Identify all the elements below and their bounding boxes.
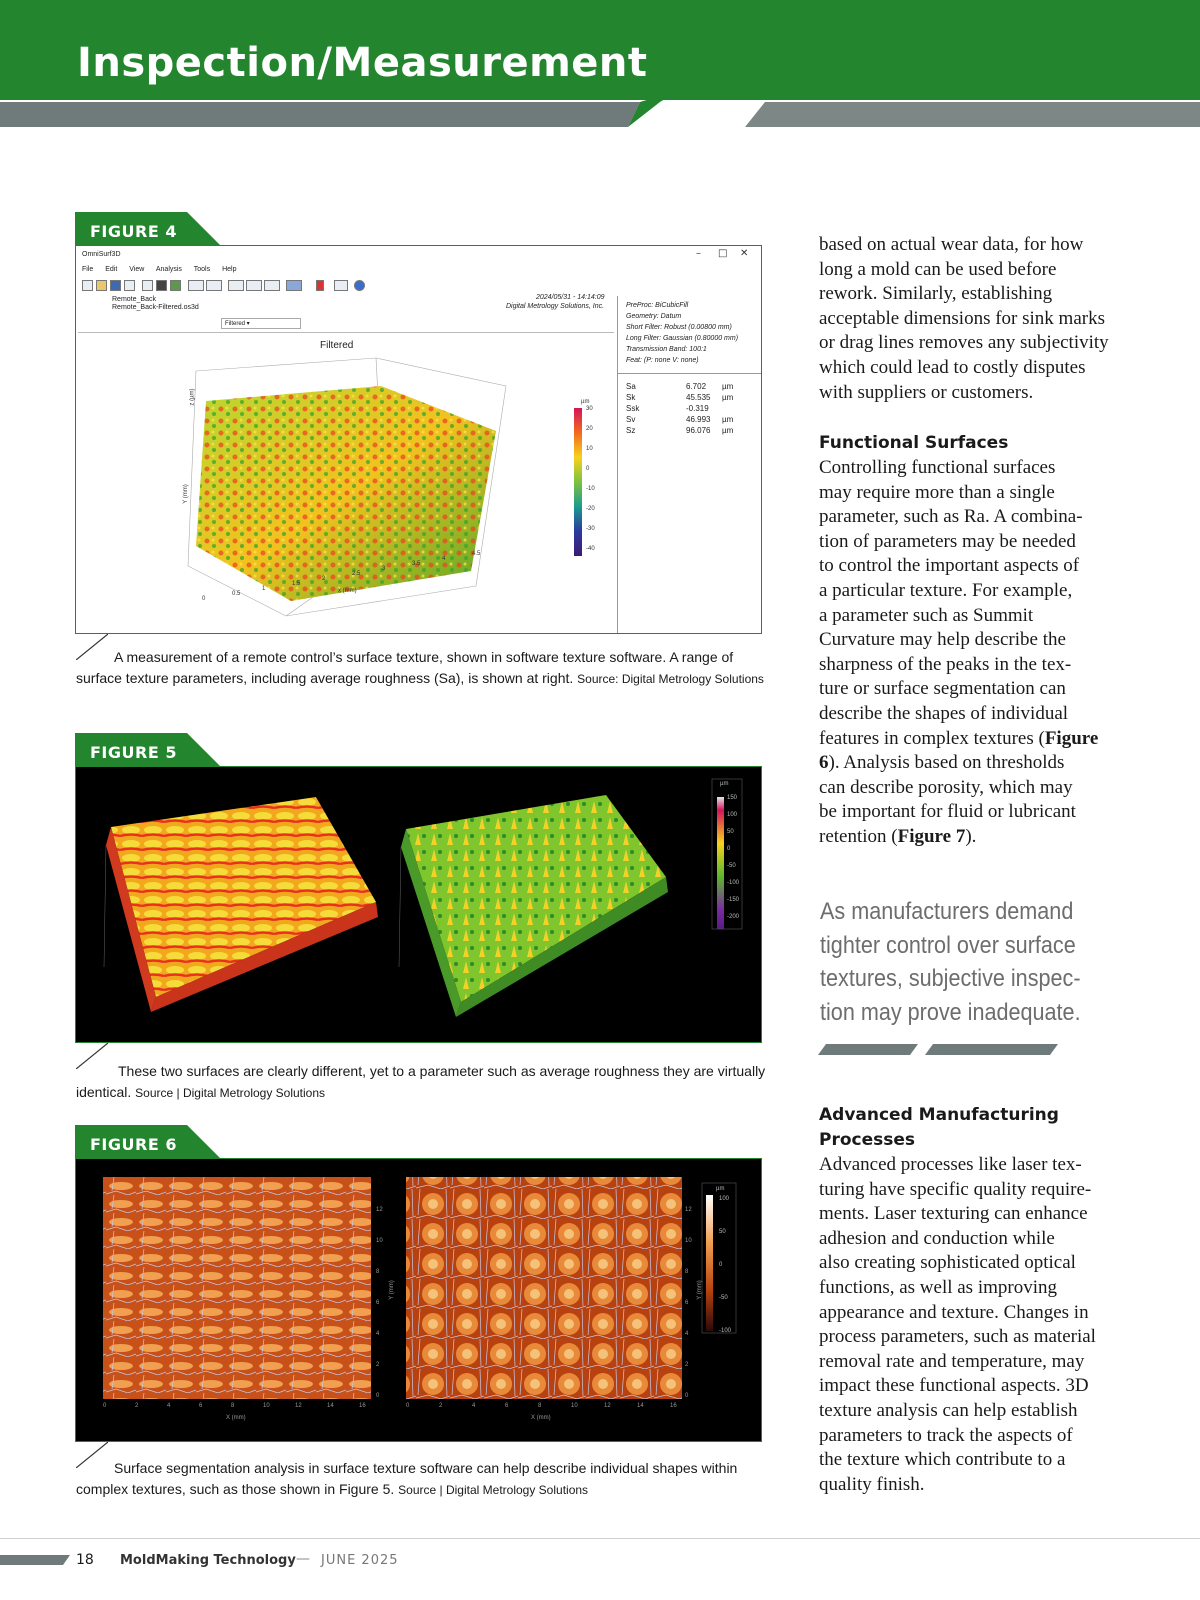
new-file-icon[interactable]: [82, 280, 93, 291]
colorbar-tick: -20: [586, 506, 595, 512]
para2-line: tion of parameters may be needed: [819, 530, 1076, 552]
surface-3d-plot: [176, 346, 516, 626]
figure7-reference: Figure 7: [897, 825, 966, 847]
para1-line: which could lead to costly disputes: [819, 356, 1086, 378]
footer-rule: [0, 1538, 1200, 1539]
figure5-colorbar-tick: 50: [727, 829, 734, 835]
refresh-icon[interactable]: [170, 280, 181, 291]
para3-line: also creating sophisticated optical: [819, 1252, 1076, 1274]
figure6-caption-text: Surface segmentation analysis in surface texture software can help describe individual shapes within complex textures, such as those shown in Figure 5.: [76, 1460, 738, 1497]
segmentation-map-a: [103, 1177, 371, 1399]
para2-line: describe the shapes of individual: [819, 702, 1069, 724]
file-name-filtered: Remote_Back-Filtered.os3d: [112, 304, 199, 311]
figure6-x-label-a: X (mm): [226, 1415, 246, 1421]
figure6-frame: [75, 1158, 762, 1442]
surface-peaks: [196, 386, 496, 601]
figure6-y-tick-b: 10: [685, 1238, 692, 1244]
pull-quote-line: textures, subjective inspec-: [820, 965, 1081, 992]
figure5-colorbar-tick: -200: [727, 914, 740, 920]
parameter-value: 96.076: [686, 426, 711, 435]
figure6-segmentation: [76, 1159, 762, 1442]
header-stripes: [0, 90, 1200, 130]
figure6-x-tick-b: 6: [505, 1403, 509, 1409]
pull-quote: [820, 895, 1081, 1029]
para3-line: removal rate and temperature, may: [819, 1350, 1085, 1372]
para1-line: long a mold can be used before: [819, 258, 1057, 280]
figure6-y-label-a: Y (mm): [388, 1280, 395, 1300]
colorbar: [574, 408, 582, 556]
para2-line: Curvature may help describe the: [819, 629, 1066, 651]
figure5-colorbar-tick: -100: [727, 880, 740, 886]
colorbar-tick: 20: [586, 426, 593, 432]
figure6-y-tick-b: 8: [685, 1269, 689, 1275]
menu-bar: [82, 266, 246, 273]
figure6-y-tick-a: 4: [376, 1331, 380, 1337]
timestamp: 2024/05/31 - 14:14:09: [536, 294, 605, 301]
para1-line: with suppliers or customers.: [819, 381, 1034, 403]
figure6-y-tick-b: 6: [685, 1300, 689, 1306]
header-stripe-gray-left: [0, 102, 640, 127]
save-icon[interactable]: [110, 280, 121, 291]
para3-line: process parameters, such as material: [819, 1326, 1096, 1348]
section-title: Inspection/Measurement: [77, 40, 648, 86]
figure5-colorbar-tick: 150: [727, 795, 738, 801]
figure6-y-label-b: Y (mm): [696, 1280, 703, 1300]
figure6-x-tick-b: 10: [571, 1403, 578, 1409]
heading-advanced-manufacturing: [819, 1103, 1059, 1152]
segmentation-map-b: [406, 1177, 682, 1399]
publication-name: MoldMaking Technology: [120, 1553, 296, 1568]
figure6-y-tick-a: 8: [376, 1269, 380, 1275]
parameter-name: Sa: [626, 382, 636, 391]
app-title: OmniSurf3D: [82, 251, 121, 258]
parameter-value: 45.535: [686, 393, 711, 402]
figure6-x-tick-b: 4: [472, 1403, 476, 1409]
figure6-reference-word: Figure: [1044, 727, 1099, 749]
para2-tail-0: ). Analysis based on thresholds: [828, 752, 1065, 774]
colorbar-tick: -40: [586, 546, 595, 552]
parameter-value: 6.702: [686, 382, 707, 391]
figure5-caption-text: These two surfaces are clearly different, yet to a parameter such as average roughness they are virtually identical.: [76, 1063, 766, 1100]
window-titlebar: [76, 246, 761, 264]
para2-figure6-line: [819, 751, 1119, 776]
preproc-line: Short Filter: Robust (0.00800 mm): [626, 324, 732, 331]
pull-quote-line: tighter control over surface: [820, 931, 1076, 959]
colorbar-tick: 0: [586, 466, 590, 472]
x-tick-label: 2: [322, 576, 326, 582]
measure-icon[interactable]: [286, 280, 302, 291]
figure6-y-tick-a: 2: [376, 1362, 380, 1368]
para3-line: ments. Laser texturing can enhance: [819, 1203, 1088, 1225]
figure6-x-tick-a: 10: [263, 1403, 270, 1409]
colorbar-unit: µm: [581, 399, 590, 405]
figure6-colorbar-tick: -100: [719, 1328, 732, 1334]
maximize-icon[interactable]: □: [718, 248, 728, 259]
figure5-surfaces: [76, 767, 762, 1043]
colorbar-tick: -30: [586, 526, 595, 532]
para3-line: impact these functional aspects. 3D: [819, 1375, 1089, 1397]
parameter-panel: [617, 296, 762, 634]
figure6-x-tick-a: 4: [167, 1403, 171, 1409]
para3-line: Advanced processes like laser tex-: [819, 1154, 1082, 1175]
x-axis-label: x (mm): [338, 588, 357, 594]
para2-line: parameter, such as Ra. A combina-: [819, 506, 1083, 528]
article-paragraph-3: [819, 1153, 1119, 1497]
figure5-colorbar-unit: µm: [720, 781, 729, 787]
parameter-name: Ssk: [626, 404, 640, 413]
x-tick-label: 0: [202, 596, 206, 602]
page-number: 18: [76, 1552, 94, 1568]
colorbar-tick: 10: [586, 446, 593, 452]
figure6-x-label-b: X (mm): [531, 1415, 551, 1421]
help-icon[interactable]: [354, 280, 365, 291]
figure6-y-tick-a: 12: [376, 1207, 383, 1213]
para2-figure6-start-line: [819, 727, 1119, 752]
para2-tail-3: retention (: [819, 825, 898, 847]
figure6-colorbar-tick: -50: [719, 1295, 728, 1301]
figure6-y-tick-b: 0: [685, 1393, 689, 1399]
minimize-icon[interactable]: –: [696, 248, 701, 259]
pull-quote-line: tion may prove inadequate.: [820, 998, 1081, 1026]
figure4-caption: [76, 647, 766, 690]
para2-line: may require more than a single: [819, 481, 1055, 503]
figure6-colorbar-tick: 100: [719, 1196, 730, 1202]
para2-figure7-line: [819, 825, 1119, 850]
para2-line: ture or surface segmentation can: [819, 678, 1066, 700]
filter-dropdown-value: Filtered: [225, 321, 246, 327]
para2-line: to control the important aspects of: [819, 555, 1080, 577]
para3-line: turing have specific quality require-: [819, 1178, 1092, 1200]
figure5-colorbar-tick: -50: [727, 863, 736, 869]
parameter-unit: µm: [722, 426, 734, 435]
para1-line: based on actual wear data, for how: [819, 234, 1084, 255]
figure5-colorbar-tick: 0: [727, 846, 731, 852]
figure6-y-tick-a: 6: [376, 1300, 380, 1306]
figure6-x-tick-b: 16: [670, 1403, 677, 1409]
para2-line: a particular texture. For example,: [819, 579, 1073, 601]
figure6-source: Source | Digital Metrology Solutions: [398, 1483, 589, 1497]
heading2-line-2: Processes: [819, 1129, 916, 1150]
plot-title: Filtered: [320, 340, 354, 351]
figure6-x-tick-b: 12: [604, 1403, 611, 1409]
x-tick-label: 1: [262, 586, 266, 592]
para2-end: ).: [965, 825, 977, 847]
preproc-line: PreProc: BiCubicFill: [626, 302, 689, 309]
pull-quote-line: As manufacturers demand: [820, 898, 1074, 925]
figure6-x-tick-b: 0: [406, 1403, 410, 1409]
menu-tools[interactable]: Tools: [193, 266, 211, 273]
figure6-caption: [76, 1458, 766, 1501]
height-icon[interactable]: [316, 280, 324, 291]
para3-line: texture analysis can help establish: [819, 1399, 1078, 1421]
parameter-name: Sz: [626, 426, 636, 435]
figure5-colorbar: [717, 797, 724, 929]
article-paragraph-1: [819, 233, 1119, 405]
para1-line: or drag lines removes any subjectivity: [819, 332, 1109, 354]
x-tick-label: 3: [382, 566, 386, 572]
x-tick-label: 3.5: [412, 561, 421, 567]
parameter-unit: µm: [722, 415, 734, 424]
view-3d-icon[interactable]: [246, 280, 262, 291]
figure4-frame: [75, 245, 762, 634]
para2-line: features in complex textures (: [819, 727, 1045, 749]
figure6-x-tick-a: 14: [327, 1403, 334, 1409]
colorbar-tick: -10: [586, 486, 595, 492]
x-tick-label: 4: [442, 556, 446, 562]
figure4-label: FIGURE 4: [90, 222, 177, 241]
figure6-colorbar: [706, 1195, 713, 1331]
para1-line: rework. Similarly, establishing: [819, 283, 1053, 305]
figure6-x-tick-b: 2: [439, 1403, 443, 1409]
article-paragraph-2: [819, 456, 1119, 850]
para2-tail-1: can describe porosity, which may: [819, 776, 1073, 798]
parameter-value: 46.993: [686, 415, 711, 424]
para3-line: quality finish.: [819, 1473, 925, 1495]
figure4-source: Source: Digital Metrology Solutions: [577, 672, 764, 686]
para2-tail-2: be important for fluid or lubricant: [819, 801, 1076, 823]
parameter-unit: µm: [722, 382, 734, 391]
file-name: Remote_Back: [112, 296, 156, 303]
view-2d-icon[interactable]: [228, 280, 244, 291]
x-tick-label: 4.5: [472, 551, 481, 557]
figure6-x-tick-a: 16: [359, 1403, 366, 1409]
issue-date: JUNE 2025: [321, 1553, 399, 1568]
figure5-label: FIGURE 5: [90, 743, 177, 762]
figure5-colorbar-tick: 100: [727, 812, 738, 818]
footer-stripe: [0, 1555, 70, 1565]
figure6-colorbar-tick: 50: [719, 1229, 726, 1235]
crop-icon[interactable]: [142, 280, 153, 291]
view-profile-icon[interactable]: [264, 280, 280, 291]
para1-line: acceptable dimensions for sink marks: [819, 307, 1105, 329]
para3-line: parameters to track the aspects of: [819, 1424, 1073, 1446]
figure6-x-tick-b: 14: [637, 1403, 644, 1409]
figure5-colorbar-tick: -150: [727, 897, 740, 903]
figure6-y-tick-a: 10: [376, 1238, 383, 1244]
figure6-y-tick-b: 4: [685, 1331, 689, 1337]
settings-icon[interactable]: [156, 280, 167, 291]
figure5-source: Source | Digital Metrology Solutions: [135, 1086, 326, 1100]
print-icon[interactable]: [124, 280, 135, 291]
menu-help[interactable]: Help: [222, 266, 237, 273]
unit-um-button[interactable]: [188, 280, 204, 291]
para3-line: adhesion and conduction while: [819, 1227, 1055, 1249]
colorbar-tick: 30: [586, 406, 593, 412]
menu-view[interactable]: View: [129, 266, 145, 273]
preproc-line: Long Filter: Gaussian (0.80000 mm): [626, 335, 739, 342]
parameter-unit: µm: [722, 393, 734, 402]
y-axis-label: Y (mm): [182, 484, 189, 504]
menu-file[interactable]: File: [82, 266, 94, 273]
figure6-x-tick-a: 0: [103, 1403, 107, 1409]
parameter-name: Sk: [626, 393, 636, 402]
parameter-name: Sv: [626, 415, 636, 424]
preproc-line: Feat: (P: none V: none): [626, 357, 699, 364]
figure6-x-tick-a: 2: [135, 1403, 139, 1409]
figure6-x-tick-b: 8: [538, 1403, 542, 1409]
figure6-colorbar-unit: µm: [716, 1186, 725, 1192]
figure6-y-tick-b: 2: [685, 1362, 689, 1368]
para3-line: functions, as well as improving: [819, 1276, 1057, 1298]
menu-analysis[interactable]: Analysis: [155, 266, 182, 273]
figure6-x-tick-a: 6: [199, 1403, 203, 1409]
open-file-icon[interactable]: [96, 280, 107, 291]
para3-line: appearance and texture. Changes in: [819, 1301, 1089, 1323]
link-icon[interactable]: [334, 280, 348, 291]
filter-dropdown[interactable]: Filtered ▾: [221, 318, 301, 329]
figure6-x-tick-a: 8: [231, 1403, 235, 1409]
footer-separator: —: [296, 1551, 310, 1567]
preproc-line: Transmission Band: 100:1: [626, 346, 707, 353]
figure6-y-tick-a: 0: [376, 1393, 380, 1399]
para3-line: the texture which contribute to a: [819, 1449, 1066, 1471]
close-icon[interactable]: ✕: [740, 248, 749, 259]
para2-line: Controlling functional surfaces: [819, 457, 1056, 478]
heading2-line-1: Advanced Manufacturing: [819, 1105, 1059, 1125]
heading-functional-surfaces: Functional Surfaces: [819, 433, 1009, 453]
figure6-reference: 6: [819, 752, 829, 774]
figure6-y-tick-b: 12: [685, 1207, 692, 1213]
x-tick-label: 0.5: [232, 591, 241, 597]
company-name: Digital Metrology Solutions, Inc.: [506, 303, 605, 310]
figure5-frame: [75, 766, 762, 1043]
para2-line: a parameter such as Summit: [819, 604, 1034, 626]
figure6-label: FIGURE 6: [90, 1135, 177, 1154]
z-axis-label: z (µm): [189, 388, 196, 406]
x-tick-label: 2.5: [352, 571, 361, 577]
parameter-value: -0.319: [686, 404, 709, 413]
x-tick-label: 1.5: [292, 581, 301, 587]
preproc-line: Geometry: Datum: [626, 313, 682, 320]
unit-uin-button[interactable]: [206, 280, 222, 291]
menu-edit[interactable]: Edit: [105, 266, 118, 273]
figure6-x-tick-a: 12: [295, 1403, 302, 1409]
figure5-caption: [76, 1061, 766, 1104]
figure4-caption-text: A measurement of a remote control’s surface texture, shown in software texture software. A range of surface texture parameters, including average roughness (Sa), is shown at right.: [76, 649, 734, 686]
toolbar-divider: [78, 332, 614, 333]
figure6-colorbar-tick: 0: [719, 1262, 723, 1268]
header-stripe-gray-right: [745, 102, 1200, 127]
para2-line: sharpness of the peaks in the tex-: [819, 653, 1072, 675]
pull-quote-stripes: [818, 1044, 1063, 1056]
